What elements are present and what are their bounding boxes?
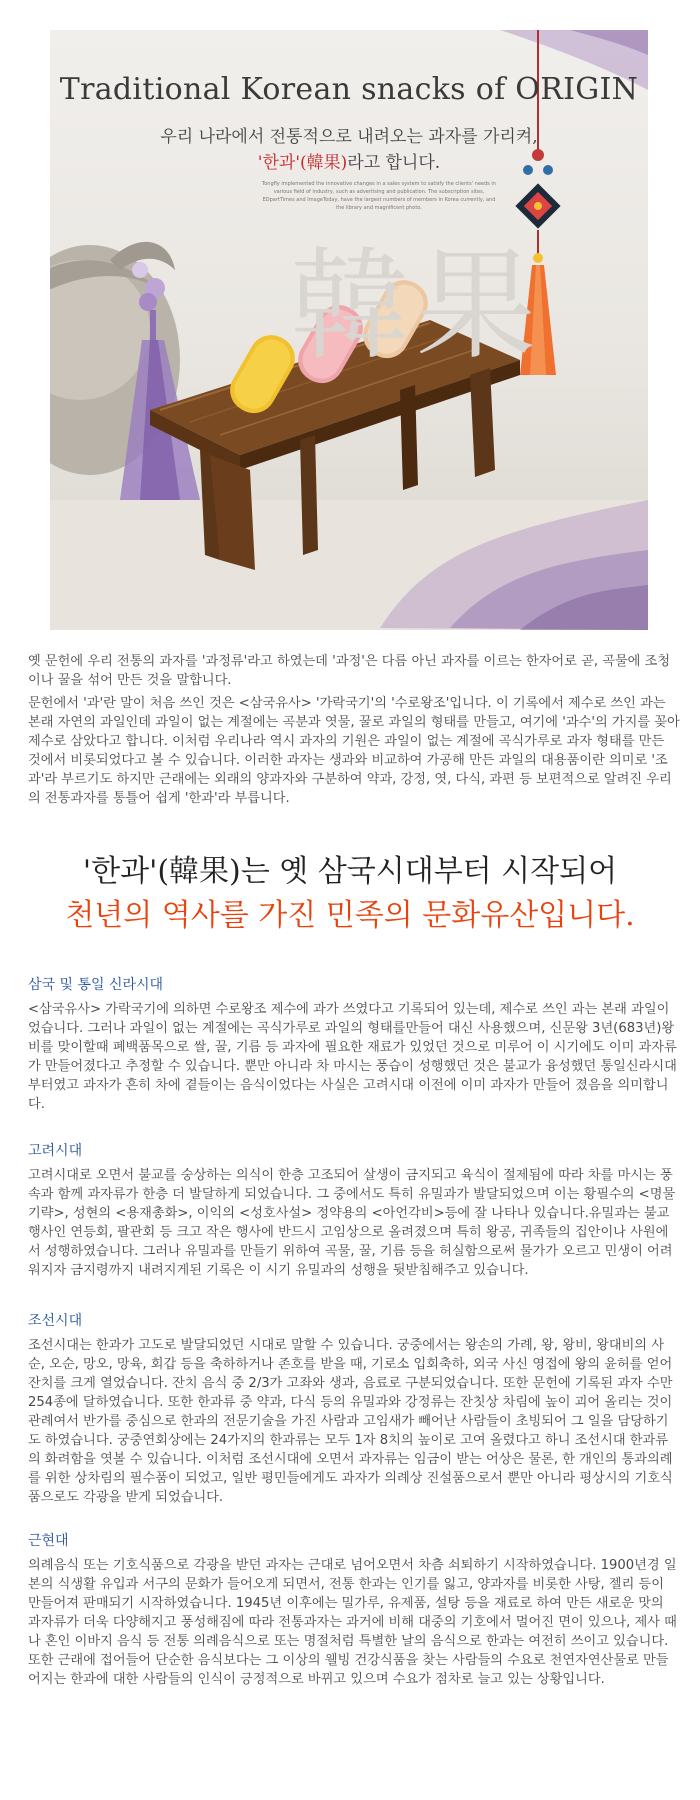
section-body-silla: <삼국유사> 가락국기에 의하면 수로왕조 제수에 과가 쓰였다고 기록되어 있는데, 제수로 쓰인 과는 본래 과일이었습니다. 그러나 과일이 없는 계절에는 곡식가루로 과일의 형태를만들어 대신 사용했으며, 신문왕 3년(683년)왕비를 맞이할때 폐백품목으로 쌀, 꿀, 기름 등 과자에 필요한 재료가 있었던 것으로 미루어 이 시기에도 이미 과자류가 만들어졌다고 추정할 수 있습니다. 뿐만 아니라 차 마시는 풍습이 성행했던 것은 불교가 융성했던 통일신라시대부터였고 과자가 흔히 차에 곁들이는 음식이었다는 사실은 고려시대 이전에 이미 과자가 만들어 졌음을 의미합니다. (28, 1002, 677, 1112)
hero-subtitle-rest: 라고 합니다. (347, 153, 441, 173)
hero-subtitle-1: 우리 나라에서 전통적으로 내려오는 과자를 가리켜, (160, 127, 538, 147)
hero-subtitle-2 (50, 148, 648, 173)
hero-title: Traditional Korean snacks of ORIGIN (59, 72, 639, 107)
hero-fine-print: Tongfly implemented the innovative changes in a sales system to satisfy the clients' needs in various field of industry, such as advertising and publication. The subscription sites, EDpartTimes and ImageToday, have the largest numbers of members in Korea currently, and the library and magnificent photo. (262, 181, 496, 211)
hero-banner (50, 30, 648, 630)
headline-line-2: 천년의 역사를 가진 민족의 문화유산입니다. (65, 898, 635, 933)
section-body-goryeo: 고려시대로 오면서 불교를 숭상하는 의식이 한층 고조되어 살생이 금지되고 육식이 절제됨에 따라 차를 마시는 풍속과 함께 과자류가 한층 더 발달하게 되었습니다. 그 중에서도 특히 유밀과가 발달되었으며 이는 황필수의 <명물기략>, 성현의 <용재총화>, 이익의 <성호사설> 정약용의 <아언각비>등에 잘 나타나 있습니다.유밀과는 불교행사인 연등회, 팔관회 등 크고 작은 행사에 반드시 고임상으로 올려졌으며 특히 왕공, 귀족들의 집안이나 사원에서 성행하였습니다. 그러나 유밀과를 만들기 위하여 곡물, 꿀, 기름 등을 허실함으로써 물가가 오르고 민생이 어려워지자 금지령까지 내려지게된 기록은 이 시기 유밀과의 성행을 뒷받침해주고 있습니다. (28, 1168, 676, 1278)
section-heading-joseon: 조선시대 (28, 1313, 83, 1329)
section-heading-goryeo: 고려시대 (28, 1143, 83, 1159)
intro-paragraph-1: 옛 문헌에 우리 전통의 과자를 '과정류'라고 하였는데 '과정'은 다름 아닌 과자를 이르는 한자어로 곧, 곡물에 조청이나 꿀을 섞어 만든 것을 말합니다. (28, 654, 671, 688)
headline-line-1: '한과'(韓果)는 옛 삼국시대부터 시작되어 (82, 854, 618, 889)
hero-watermark-hanja: 韓果 (290, 237, 542, 376)
section-heading-silla: 삼국 및 통일 신라시대 (28, 977, 164, 993)
section-body-modern: 의례음식 또는 기호식품으로 각광을 받던 과자는 근대로 넘어오면서 차츰 쇠퇴하기 시작하였습니다. 1900년경 일본의 식생활 유입과 서구의 문화가 들어오게 되면서, 전통 한과는 인기를 잃고, 양과자를 비롯한 사탕, 젤리 등이 만들어져 판매되기 시작하였습니다. 1945년 이후에는 밀가루, 유제품, 설탕 등을 재료로 하여 만든 새로운 맛의 과자류가 더욱 다양해지고 풍성해짐에 따라 전통과자는 과거에 비해 대중의 기호에서 멀어진 면이 있으나, 제사 때나 혼인 이바지 음식 등 전통 의례음식으로 또는 명절처럼 특별한 날의 음식으로 한과는 여전히 쓰이고 있습니다. 또한 근래에 접어들어 단순한 음식보다는 그 이상의 웰빙 건강식품을 찾는 사람들의 수요로 천연자연산물로 만들어지는 한과에 대한 사람들의 인식이 긍정적으로 바뀌고 있으며 수요가 점차로 늘고 있는 상황입니다. (28, 1558, 677, 1687)
hero-highlight: '한과'(韓果) (257, 153, 348, 173)
section-heading-modern: 근현대 (28, 1533, 69, 1549)
intro-paragraph-2: 문헌에서 '과'란 말이 처음 쓰인 것은 <삼국유사> '가락국기'의 '수로왕조'입니다. 이 기록에서 제수로 쓰인 과는 본래 자연의 과일인데 과일이 없는 계절에는 곡분과 엿물, 꿀로 과일의 형태를 만들고, 여기에 '과수'의 가지를 꽂아 제수로 삼았다고 합니다. 이처럼 우리나라 역시 과자의 기원은 과일이 없는 계절에 곡식가루로 과자 형태를 만든 것에서 비롯되었다고 볼 수 있습니다. 이러한 과자는 생과와 비교하여 가공해 만든 과일의 대용품이란 의미로 '조과'라 부르기도 하지만 근래에는 외래의 양과자와 구분하여 약과, 강정, 엿, 다식, 과편 등 보편적으로 알려진 우리의 전통과자를 통틀어 쉽게 '한과'라 부릅니다. (28, 696, 680, 806)
section-body-joseon: 조선시대는 한과가 고도로 발달되었던 시대로 말할 수 있습니다. 궁중에서는 왕손의 가례, 왕, 왕비, 왕대비의 사순, 오순, 망오, 망육, 회갑 등을 축하하거나 존호를 받을 때, 기로소 입회축하, 외국 사신 영접에 왕의 윤허를 얻어 잔치를 크게 열었습니다. 잔치 음식 중 2/3가 고좌와 생과, 음료로 구분되었습니다. 또한 문헌에 기록된 과자 수만 254종에 달하였습니다. 또한 한과류 중 약과, 다식 등의 유밀과와 강정류는 잔칫상 차림에 높이 괴어 올리는 것이 관례여서 반가를 중심으로 한과의 전문기술을 가진 사람과 고임새가 빼어난 사람들이 초빙되어 그 일을 담당하기도 하였습니다. 궁중연회상에는 24가지의 한과류는 모두 1자 8치의 높이로 고여 올렸다고 하니 조선시대 한과류의 화려함을 엿볼 수 있습니다. 이처럼 조선시대에 오면서 과자류는 임금이 받는 어상은 물론, 한 개인의 통과의례를 위한 상차림의 필수품이 되었고, 일반 평민들에게도 과자가 의례상 진설품으로서 뿐만 아니라 평상시의 기호식품으로도 각광을 받게 되었습니다. (28, 1338, 673, 1505)
